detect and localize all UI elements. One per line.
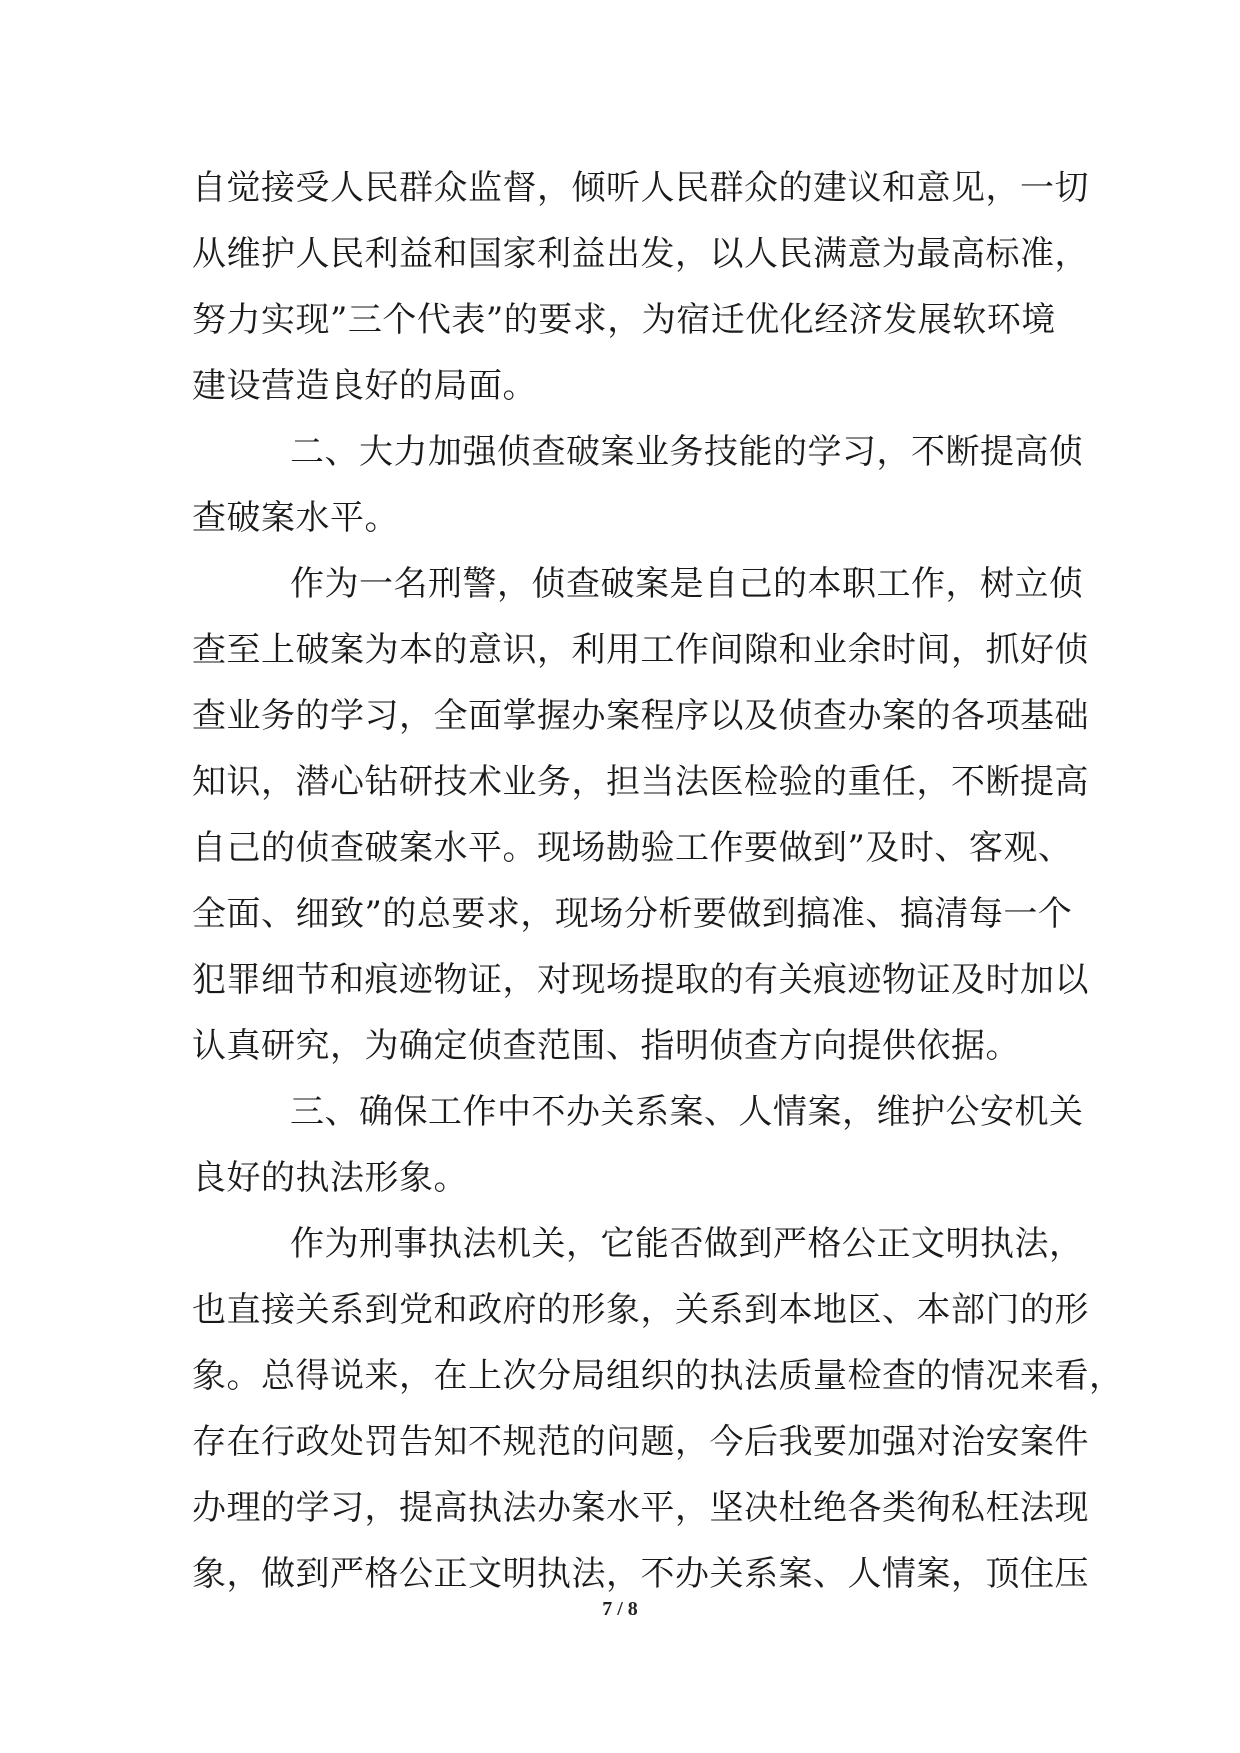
text-line: 象，做到严格公正文明执法，不办关系案、人情案，顶住压 [192,1554,1089,1594]
section-heading [192,419,1084,551]
text-line: 认真研究，为确定侦查范围、指明侦查方向提供依据。 [192,1026,1020,1066]
paragraph [192,551,1089,1079]
section-heading [192,1079,1084,1211]
text-line: 犯罪细节和痕迹物证，对现场提取的有关痕迹物证及时加以 [192,960,1089,1000]
text-line: 办理的学习，提高执法办案水平，坚决杜绝各类徇私枉法现 [192,1488,1089,1528]
text-line: 作为刑事执法机关，它能否做到严格公正文明执法， [290,1224,1084,1264]
text-line: 查业务的学习，全面掌握办案程序以及侦查办案的各项基础 [192,696,1089,736]
text-line: 查破案水平。 [192,498,399,538]
text-line: 自觉接受人民群众监督，倾听人民群众的建议和意见，一切 [192,168,1089,208]
paragraph [192,155,1089,419]
text-line: 象。总得说来，在上次分局组织的执法质量检查的情况来看， [192,1356,1124,1396]
text-line: 也直接关系到党和政府的形象，关系到本地区、本部门的形 [192,1290,1089,1330]
text-line: 知识，潜心钻研技术业务，担当法医检验的重任，不断提高 [192,762,1089,802]
page-number: 7 / 8 [602,1598,638,1620]
text-line: 存在行政处罚告知不规范的问题，今后我要加强对治安案件 [192,1422,1089,1462]
text-line: 努力实现”三个代表”的要求，为宿迁优化经济发展软环境 [192,300,1056,340]
text-line: 全面、细致”的总要求，现场分析要做到搞准、搞清每一个 [192,894,1073,934]
text-line: 良好的执法形象。 [192,1158,468,1198]
text-line: 三、确保工作中不办关系案、人情案，维护公安机关 [290,1092,1084,1132]
text-line: 作为一名刑警，侦查破案是自己的本职工作，树立侦 [290,564,1084,604]
text-line: 二、大力加强侦查破案业务技能的学习，不断提高侦 [290,432,1084,472]
body-text [192,155,1124,1607]
text-line: 建设营造良好的局面。 [192,366,537,406]
text-line: 自己的侦查破案水平。现场勘验工作要做到”及时、客观、 [192,828,1073,868]
paragraph [192,1211,1124,1607]
text-line: 查至上破案为本的意识，利用工作间隙和业余时间，抓好侦 [192,630,1089,670]
text-line: 从维护人民利益和国家利益出发，以人民满意为最高标准， [192,234,1089,274]
